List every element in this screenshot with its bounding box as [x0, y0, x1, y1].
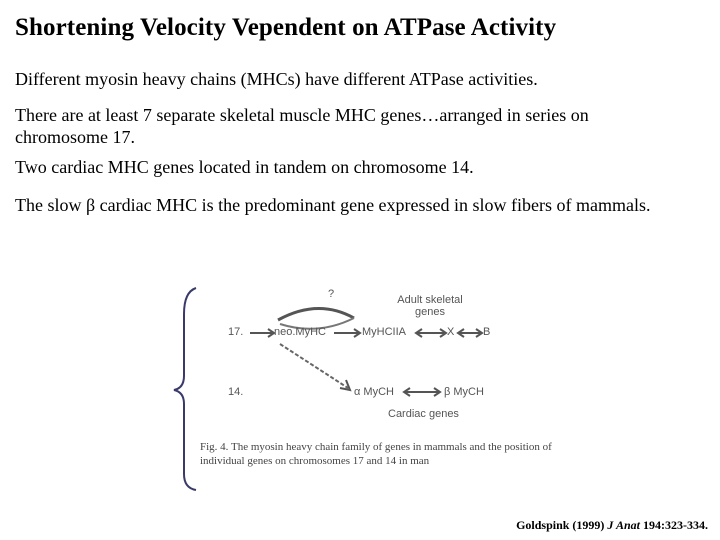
paragraph-mhc-atpase: Different myosin heavy chains (MHCs) have different ATPase activities. [15, 69, 538, 89]
citation-journal: J Anat [607, 518, 640, 532]
gene-neo-myhc: neo.MyHC [274, 326, 326, 338]
citation-authors: Goldspink (1999) [516, 518, 605, 532]
question-mark-label: ? [328, 288, 335, 300]
gene-myhc-iia: MyHCIIA [362, 326, 406, 338]
citation [516, 518, 708, 533]
chromosome-14-label: 14. [228, 386, 244, 398]
chromosome-17-label: 17. [228, 326, 244, 338]
diagonal-arrow [280, 344, 348, 388]
slide-title: Shortening Velocity Vependent on ATPase Activity [15, 14, 557, 41]
adult-skeletal-label: Adult skeletal genes [397, 294, 463, 318]
gene-x: X [447, 326, 455, 338]
curved-arrow [278, 308, 354, 320]
brace-shape [174, 288, 196, 490]
gene-beta-mych: β MyCH [444, 386, 484, 398]
paragraph-cardiac-genes: Two cardiac MHC genes located in tandem on chromosome 14. [15, 157, 474, 177]
figure-caption: Fig. 4. The myosin heavy chain family of genes in mammals and the position of individual genes on chromosomes 17 and 14 in man [200, 441, 552, 467]
cardiac-genes-label: Cardiac genes [388, 408, 459, 420]
gene-alpha-mych: α MyCH [354, 386, 394, 398]
citation-volume-pages: 194:323-334. [643, 518, 708, 532]
gene-b: B [483, 326, 491, 338]
paragraph-slow-beta: The slow β cardiac MHC is the predominant gene expressed in slow fibers of mammals. [15, 195, 651, 215]
paragraph-skeletal-genes: There are at least 7 separate skeletal muscle MHC genes…arranged in series on chromosome 17. [15, 105, 589, 147]
